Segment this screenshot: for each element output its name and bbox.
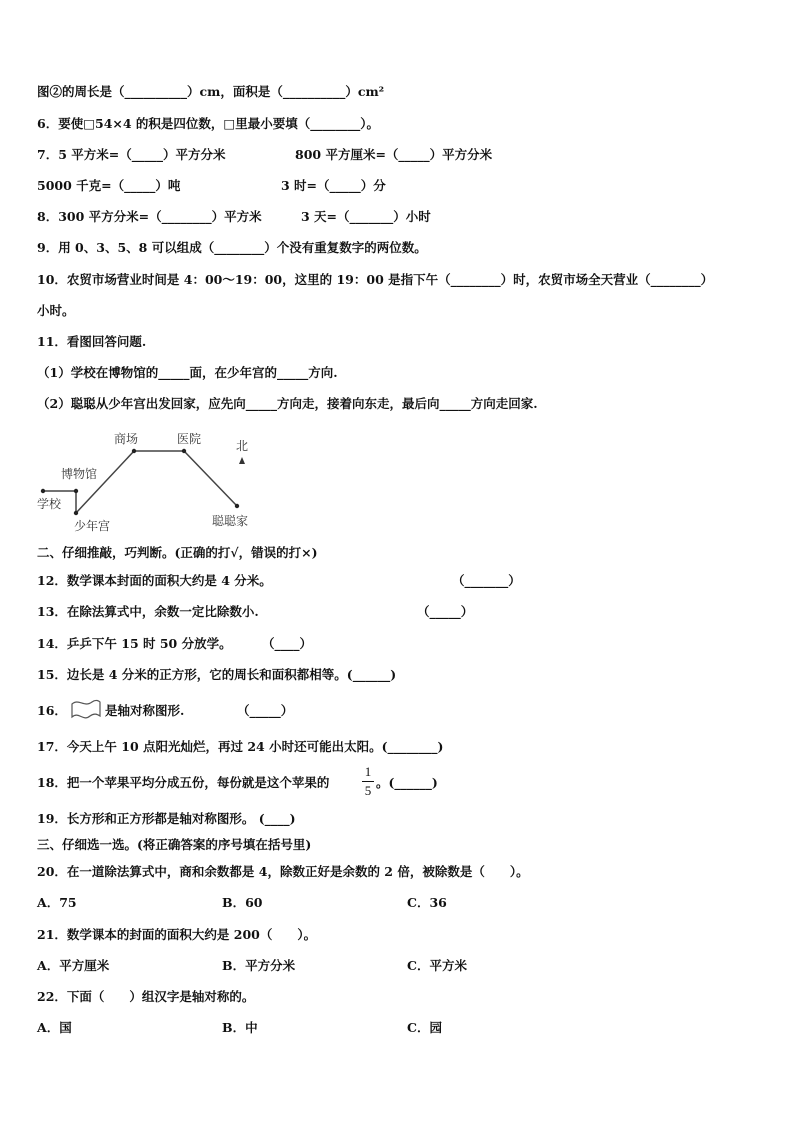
north-arrow-icon (239, 457, 245, 464)
q22-option-a[interactable]: A．国 (37, 1020, 72, 1035)
q8-part-a: 8．300 平方分米=（________）平方米 (37, 209, 262, 224)
question-14: 14．乒乒下午 15 时 50 分放学。 (37, 636, 232, 651)
question-16-number: 16． (37, 703, 67, 718)
q14-answer[interactable]: （____） (262, 636, 313, 651)
fraction-one-fifth (362, 764, 374, 799)
q22-option-b[interactable]: B．中 (222, 1020, 258, 1035)
mall-dot (132, 449, 136, 453)
question-20: 20．在一道除法算式中，商和余数都是 4，除数正好是余数的 2 倍，被除数是（ ）。 (37, 864, 529, 879)
question-19: 19．长方形和正方形都是轴对称图形。 (____) (37, 811, 296, 826)
q7-part-a: 7．5 平方米=（_____）平方分米 (37, 147, 226, 162)
q7-part-b: 800 平方厘米=（_____）平方分米 (295, 147, 493, 162)
question-18 (37, 775, 329, 791)
path-youth-mall-hospital-home (76, 451, 237, 513)
fraction-numerator: 1 (364, 764, 372, 779)
label-hospital: 医院 (177, 432, 202, 446)
section-2-title: 二、仔细推敲，巧判断。(正确的打√，错误的打×) (37, 545, 318, 560)
q22-option-c[interactable]: C．园 (407, 1020, 442, 1035)
museum-dot (74, 489, 78, 493)
question-11-2: （2）聪聪从少年宫出发回家，应先向_____方向走，接着向东走，最后向_____方向走回家. (37, 396, 538, 411)
question-7 (37, 147, 225, 163)
label-school: 学校 (37, 497, 62, 511)
q8-part-b: 3 天=（_______）小时 (301, 209, 431, 224)
question-13: 13．在除法算式中，余数一定比除数小. (37, 604, 259, 619)
q20-option-b[interactable]: B．60 (222, 895, 263, 910)
question-line: 图②的周长是（__________）cm，面积是（__________）cm² (37, 84, 385, 99)
home-dot (235, 504, 239, 508)
fraction-bar (362, 781, 374, 782)
question-10-cont: 小时。 (37, 303, 75, 318)
label-mall: 商场 (114, 432, 139, 446)
q20-option-c[interactable]: C．36 (407, 895, 447, 910)
hospital-dot (182, 449, 186, 453)
question-10: 10．农贸市场营业时间是 4：00～19：00，这里的 19：00 是指下午（________）时，农贸市场全天营业（________） (37, 272, 714, 287)
q21-option-b[interactable]: B．平方分米 (222, 958, 296, 973)
q18-answer[interactable]: 。(______) (376, 775, 438, 790)
youth-palace-dot (74, 511, 78, 515)
q7-part-d: 3 时=（_____）分 (281, 178, 386, 193)
wave-flag-icon (70, 698, 102, 722)
label-north: 北 (236, 439, 249, 453)
question-9: 9．用 0、3、5、8 可以组成（________）个没有重复数字的两位数。 (37, 240, 427, 255)
school-dot (41, 489, 45, 493)
q12-answer[interactable]: （_______） (452, 573, 521, 588)
question-11-1: （1）学校在博物馆的_____面，在少年宫的_____方向. (37, 365, 338, 380)
question-16: 是轴对称图形. (105, 703, 185, 718)
q13-answer[interactable]: （_____） (417, 604, 474, 619)
q16-answer[interactable]: （_____） (237, 703, 294, 718)
fraction-denominator: 5 (364, 783, 372, 798)
direction-map (34, 426, 264, 536)
question-11: 11．看图回答问题. (37, 334, 147, 349)
question-6: 6．要使□54×4 的积是四位数，□里最小要填（________）。 (37, 116, 379, 131)
q20-option-a[interactable]: A．75 (37, 895, 77, 910)
question-22: 22．下面（ ）组汉字是轴对称的。 (37, 989, 255, 1004)
question-12: 12．数学课本封面的面积大约是 4 分米。 (37, 573, 272, 588)
label-youth-palace: 少年宫 (74, 519, 111, 533)
q21-option-a[interactable]: A．平方厘米 (37, 958, 110, 973)
label-museum: 博物馆 (61, 467, 98, 481)
question-17: 17．今天上午 10 点阳光灿烂，再过 24 小时还可能出太阳。(________) (37, 739, 444, 754)
label-home: 聪聪家 (212, 514, 249, 528)
question-15: 15．边长是 4 分米的正方形，它的周长和面积都相等。(______) (37, 667, 397, 682)
q7-part-c: 5000 千克=（_____）吨 (37, 178, 181, 193)
q21-option-c[interactable]: C．平方米 (407, 958, 467, 973)
section-3-title: 三、仔细选一选。(将正确答案的序号填在括号里) (37, 837, 312, 852)
question-21: 21．数学课本的封面的面积大约是 200（ ）。 (37, 927, 317, 942)
q18-text: 18．把一个苹果平均分成五份，每份就是这个苹果的 (37, 775, 330, 790)
